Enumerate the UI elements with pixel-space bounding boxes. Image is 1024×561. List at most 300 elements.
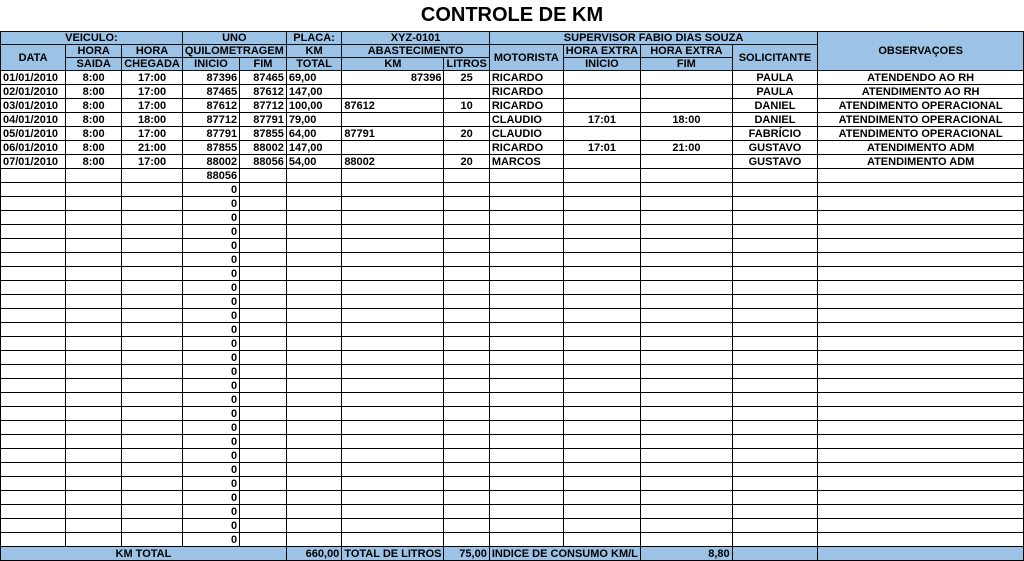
hora-saida-cell[interactable] — [66, 393, 122, 407]
motorista-cell[interactable] — [489, 491, 563, 505]
hora-chegada-cell[interactable] — [122, 477, 183, 491]
data-cell[interactable] — [1, 449, 66, 463]
abast-km-cell[interactable]: 88002 — [342, 155, 444, 169]
hora-saida-cell[interactable] — [66, 477, 122, 491]
hora-extra-fim-cell[interactable] — [641, 295, 733, 309]
km-fim-cell[interactable]: 88002 — [240, 141, 287, 155]
observacao-cell[interactable] — [818, 197, 1024, 211]
abast-km-cell[interactable] — [342, 435, 444, 449]
hora-saida-cell[interactable] — [66, 407, 122, 421]
hora-chegada-cell[interactable] — [122, 533, 183, 547]
observacao-cell[interactable] — [818, 337, 1024, 351]
hora-extra-fim-cell[interactable] — [641, 239, 733, 253]
abast-km-cell[interactable] — [342, 505, 444, 519]
hora-chegada-cell[interactable] — [122, 463, 183, 477]
hora-saida-cell[interactable]: 8:00 — [66, 155, 122, 169]
hora-extra-fim-cell[interactable] — [641, 379, 733, 393]
motorista-cell[interactable]: RICARDO — [489, 141, 563, 155]
hora-saida-cell[interactable] — [66, 351, 122, 365]
solicitante-cell[interactable] — [732, 309, 818, 323]
hora-extra-fim-cell[interactable] — [641, 309, 733, 323]
hora-chegada-cell[interactable] — [122, 253, 183, 267]
km-total-cell[interactable] — [286, 281, 341, 295]
km-total-cell[interactable] — [286, 463, 341, 477]
data-cell[interactable] — [1, 281, 66, 295]
observacao-cell[interactable]: ATENDIMENTO OPERACIONAL — [818, 113, 1024, 127]
observacao-cell[interactable]: ATENDIMENTO ADM — [818, 155, 1024, 169]
solicitante-cell[interactable] — [732, 323, 818, 337]
observacao-cell[interactable] — [818, 183, 1024, 197]
data-cell[interactable] — [1, 533, 66, 547]
hora-chegada-cell[interactable] — [122, 183, 183, 197]
solicitante-cell[interactable] — [732, 379, 818, 393]
abast-km-cell[interactable] — [342, 141, 444, 155]
hora-saida-cell[interactable] — [66, 519, 122, 533]
data-cell[interactable] — [1, 393, 66, 407]
motorista-cell[interactable] — [489, 295, 563, 309]
hora-saida-cell[interactable]: 8:00 — [66, 113, 122, 127]
data-cell[interactable] — [1, 253, 66, 267]
solicitante-cell[interactable] — [732, 183, 818, 197]
observacao-cell[interactable]: ATENDIMENTO OPERACIONAL — [818, 127, 1024, 141]
abast-km-cell[interactable] — [342, 519, 444, 533]
km-total-cell[interactable] — [286, 491, 341, 505]
data-cell[interactable] — [1, 197, 66, 211]
motorista-cell[interactable] — [489, 421, 563, 435]
abast-km-cell[interactable] — [342, 113, 444, 127]
hora-extra-fim-cell[interactable] — [641, 407, 733, 421]
hora-saida-cell[interactable] — [66, 463, 122, 477]
hora-saida-cell[interactable] — [66, 309, 122, 323]
litros-cell[interactable] — [444, 141, 489, 155]
km-fim-cell[interactable]: 88056 — [240, 155, 287, 169]
hora-extra-inicio-cell[interactable] — [563, 169, 640, 183]
km-fim-cell[interactable] — [240, 407, 287, 421]
litros-cell[interactable] — [444, 491, 489, 505]
litros-cell[interactable] — [444, 309, 489, 323]
hora-extra-fim-cell[interactable] — [641, 421, 733, 435]
km-inicio-cell[interactable]: 0 — [182, 421, 239, 435]
hora-chegada-cell[interactable]: 17:00 — [122, 85, 183, 99]
abast-km-cell[interactable] — [342, 309, 444, 323]
abast-km-cell[interactable] — [342, 281, 444, 295]
observacao-cell[interactable]: ATENDENDO AO RH — [818, 71, 1024, 85]
data-cell[interactable] — [1, 225, 66, 239]
hora-extra-fim-cell[interactable] — [641, 365, 733, 379]
km-inicio-cell[interactable]: 0 — [182, 267, 239, 281]
abast-km-cell[interactable] — [342, 463, 444, 477]
solicitante-cell[interactable] — [732, 407, 818, 421]
km-fim-cell[interactable] — [240, 533, 287, 547]
hora-extra-inicio-cell[interactable] — [563, 253, 640, 267]
km-inicio-cell[interactable]: 0 — [182, 211, 239, 225]
hora-saida-cell[interactable] — [66, 491, 122, 505]
litros-cell[interactable] — [444, 421, 489, 435]
hora-chegada-cell[interactable] — [122, 225, 183, 239]
km-inicio-cell[interactable]: 0 — [182, 253, 239, 267]
km-fim-cell[interactable] — [240, 169, 287, 183]
abast-km-cell[interactable] — [342, 421, 444, 435]
km-fim-cell[interactable] — [240, 309, 287, 323]
litros-cell[interactable] — [444, 477, 489, 491]
km-inicio-cell[interactable]: 0 — [182, 309, 239, 323]
motorista-cell[interactable] — [489, 519, 563, 533]
km-total-cell[interactable] — [286, 365, 341, 379]
hora-chegada-cell[interactable] — [122, 407, 183, 421]
observacao-cell[interactable] — [818, 519, 1024, 533]
data-cell[interactable]: 02/01/2010 — [1, 85, 66, 99]
observacao-cell[interactable]: ATENDIMENTO OPERACIONAL — [818, 99, 1024, 113]
km-inicio-cell[interactable]: 0 — [182, 435, 239, 449]
hora-saida-cell[interactable]: 8:00 — [66, 141, 122, 155]
km-total-cell[interactable]: 147,00 — [286, 85, 341, 99]
km-total-cell[interactable] — [286, 351, 341, 365]
km-total-cell[interactable] — [286, 393, 341, 407]
solicitante-cell[interactable] — [732, 505, 818, 519]
hora-extra-fim-cell[interactable] — [641, 169, 733, 183]
hora-saida-cell[interactable] — [66, 449, 122, 463]
observacao-cell[interactable] — [818, 407, 1024, 421]
hora-extra-inicio-cell[interactable] — [563, 197, 640, 211]
data-cell[interactable] — [1, 295, 66, 309]
litros-cell[interactable]: 20 — [444, 127, 489, 141]
km-fim-cell[interactable] — [240, 393, 287, 407]
km-fim-cell[interactable] — [240, 225, 287, 239]
data-cell[interactable] — [1, 351, 66, 365]
hora-extra-fim-cell[interactable] — [641, 337, 733, 351]
hora-saida-cell[interactable] — [66, 533, 122, 547]
km-fim-cell[interactable] — [240, 239, 287, 253]
hora-extra-fim-cell[interactable] — [641, 211, 733, 225]
km-inicio-cell[interactable]: 0 — [182, 519, 239, 533]
abast-km-cell[interactable] — [342, 393, 444, 407]
motorista-cell[interactable] — [489, 379, 563, 393]
hora-extra-inicio-cell[interactable] — [563, 211, 640, 225]
data-cell[interactable] — [1, 477, 66, 491]
km-fim-cell[interactable] — [240, 379, 287, 393]
hora-extra-fim-cell[interactable] — [641, 71, 733, 85]
km-total-cell[interactable] — [286, 505, 341, 519]
hora-extra-fim-cell[interactable] — [641, 491, 733, 505]
km-inicio-cell[interactable]: 0 — [182, 505, 239, 519]
hora-extra-fim-cell[interactable] — [641, 477, 733, 491]
km-inicio-cell[interactable]: 0 — [182, 239, 239, 253]
litros-cell[interactable] — [444, 337, 489, 351]
observacao-cell[interactable] — [818, 253, 1024, 267]
motorista-cell[interactable] — [489, 197, 563, 211]
hora-extra-inicio-cell[interactable] — [563, 393, 640, 407]
km-total-cell[interactable] — [286, 239, 341, 253]
solicitante-cell[interactable] — [732, 365, 818, 379]
hora-saida-cell[interactable] — [66, 225, 122, 239]
hora-chegada-cell[interactable]: 17:00 — [122, 127, 183, 141]
hora-chegada-cell[interactable] — [122, 435, 183, 449]
data-cell[interactable] — [1, 407, 66, 421]
hora-chegada-cell[interactable] — [122, 309, 183, 323]
litros-cell[interactable] — [444, 505, 489, 519]
litros-cell[interactable] — [444, 225, 489, 239]
hora-extra-fim-cell[interactable] — [641, 323, 733, 337]
litros-cell[interactable] — [444, 449, 489, 463]
km-inicio-cell[interactable]: 87612 — [182, 99, 239, 113]
litros-cell[interactable]: 10 — [444, 99, 489, 113]
hora-extra-inicio-cell[interactable] — [563, 505, 640, 519]
km-fim-cell[interactable] — [240, 337, 287, 351]
hora-chegada-cell[interactable] — [122, 505, 183, 519]
litros-cell[interactable] — [444, 295, 489, 309]
hora-chegada-cell[interactable] — [122, 211, 183, 225]
data-cell[interactable] — [1, 239, 66, 253]
hora-saida-cell[interactable] — [66, 365, 122, 379]
hora-extra-inicio-cell[interactable] — [563, 435, 640, 449]
solicitante-cell[interactable]: FABRÍCIO — [732, 127, 818, 141]
solicitante-cell[interactable]: DANIEL — [732, 113, 818, 127]
observacao-cell[interactable] — [818, 435, 1024, 449]
placa-value[interactable]: XYZ-0101 — [342, 32, 490, 45]
abast-km-cell[interactable] — [342, 449, 444, 463]
hora-extra-inicio-cell[interactable] — [563, 127, 640, 141]
litros-cell[interactable] — [444, 267, 489, 281]
km-total-cell[interactable] — [286, 323, 341, 337]
hora-chegada-cell[interactable]: 17:00 — [122, 155, 183, 169]
km-total-cell[interactable] — [286, 197, 341, 211]
km-fim-cell[interactable]: 87712 — [240, 99, 287, 113]
hora-chegada-cell[interactable] — [122, 449, 183, 463]
km-inicio-cell[interactable]: 87396 — [182, 71, 239, 85]
abast-km-cell[interactable] — [342, 211, 444, 225]
observacao-cell[interactable] — [818, 239, 1024, 253]
hora-extra-fim-cell[interactable] — [641, 449, 733, 463]
km-fim-cell[interactable]: 87465 — [240, 71, 287, 85]
litros-cell[interactable] — [444, 323, 489, 337]
motorista-cell[interactable] — [489, 183, 563, 197]
solicitante-cell[interactable]: GUSTAVO — [732, 141, 818, 155]
abast-km-cell[interactable] — [342, 533, 444, 547]
km-total-cell[interactable] — [286, 519, 341, 533]
litros-cell[interactable] — [444, 169, 489, 183]
km-fim-cell[interactable] — [240, 365, 287, 379]
km-total-cell[interactable] — [286, 477, 341, 491]
abast-km-cell[interactable] — [342, 337, 444, 351]
hora-extra-inicio-cell[interactable] — [563, 519, 640, 533]
motorista-cell[interactable]: MARCOS — [489, 155, 563, 169]
km-fim-cell[interactable] — [240, 197, 287, 211]
litros-cell[interactable] — [444, 351, 489, 365]
solicitante-cell[interactable] — [732, 491, 818, 505]
hora-chegada-cell[interactable] — [122, 337, 183, 351]
solicitante-cell[interactable] — [732, 337, 818, 351]
litros-cell[interactable] — [444, 533, 489, 547]
hora-extra-inicio-cell[interactable] — [563, 477, 640, 491]
hora-extra-fim-cell[interactable]: 21:00 — [641, 141, 733, 155]
solicitante-cell[interactable] — [732, 281, 818, 295]
solicitante-cell[interactable] — [732, 519, 818, 533]
hora-extra-inicio-cell[interactable] — [563, 309, 640, 323]
litros-cell[interactable] — [444, 85, 489, 99]
km-fim-cell[interactable] — [240, 519, 287, 533]
motorista-cell[interactable] — [489, 533, 563, 547]
km-inicio-cell[interactable]: 0 — [182, 379, 239, 393]
hora-extra-inicio-cell[interactable] — [563, 281, 640, 295]
motorista-cell[interactable]: CLAUDIO — [489, 127, 563, 141]
solicitante-cell[interactable] — [732, 463, 818, 477]
solicitante-cell[interactable]: PAULA — [732, 71, 818, 85]
hora-extra-inicio-cell[interactable] — [563, 323, 640, 337]
data-cell[interactable] — [1, 267, 66, 281]
observacao-cell[interactable] — [818, 379, 1024, 393]
observacao-cell[interactable] — [818, 295, 1024, 309]
km-fim-cell[interactable] — [240, 421, 287, 435]
km-inicio-cell[interactable]: 0 — [182, 393, 239, 407]
hora-saida-cell[interactable] — [66, 435, 122, 449]
observacao-cell[interactable] — [818, 225, 1024, 239]
litros-cell[interactable] — [444, 183, 489, 197]
observacao-cell[interactable] — [818, 211, 1024, 225]
motorista-cell[interactable] — [489, 281, 563, 295]
litros-cell[interactable] — [444, 393, 489, 407]
hora-extra-fim-cell[interactable] — [641, 267, 733, 281]
km-inicio-cell[interactable]: 0 — [182, 365, 239, 379]
hora-extra-inicio-cell[interactable] — [563, 379, 640, 393]
solicitante-cell[interactable] — [732, 393, 818, 407]
solicitante-cell[interactable] — [732, 477, 818, 491]
km-inicio-cell[interactable]: 0 — [182, 351, 239, 365]
km-total-cell[interactable]: 147,00 — [286, 141, 341, 155]
hora-chegada-cell[interactable] — [122, 365, 183, 379]
hora-extra-inicio-cell[interactable] — [563, 267, 640, 281]
km-fim-cell[interactable] — [240, 505, 287, 519]
observacao-cell[interactable]: ATENDIMENTO ADM — [818, 141, 1024, 155]
hora-extra-fim-cell[interactable] — [641, 435, 733, 449]
motorista-cell[interactable] — [489, 169, 563, 183]
litros-cell[interactable] — [444, 113, 489, 127]
solicitante-cell[interactable] — [732, 435, 818, 449]
data-cell[interactable] — [1, 519, 66, 533]
hora-chegada-cell[interactable] — [122, 519, 183, 533]
km-fim-cell[interactable]: 87855 — [240, 127, 287, 141]
km-inicio-cell[interactable]: 0 — [182, 323, 239, 337]
observacao-cell[interactable] — [818, 491, 1024, 505]
km-fim-cell[interactable] — [240, 435, 287, 449]
data-cell[interactable]: 05/01/2010 — [1, 127, 66, 141]
motorista-cell[interactable] — [489, 323, 563, 337]
hora-extra-fim-cell[interactable] — [641, 253, 733, 267]
km-inicio-cell[interactable]: 87712 — [182, 113, 239, 127]
hora-chegada-cell[interactable] — [122, 281, 183, 295]
data-cell[interactable] — [1, 183, 66, 197]
km-total-cell[interactable] — [286, 533, 341, 547]
litros-cell[interactable] — [444, 365, 489, 379]
observacao-cell[interactable] — [818, 463, 1024, 477]
km-total-cell[interactable]: 100,00 — [286, 99, 341, 113]
hora-extra-fim-cell[interactable] — [641, 505, 733, 519]
hora-extra-fim-cell[interactable] — [641, 225, 733, 239]
data-cell[interactable]: 03/01/2010 — [1, 99, 66, 113]
km-inicio-cell[interactable]: 0 — [182, 295, 239, 309]
abast-km-cell[interactable] — [342, 351, 444, 365]
solicitante-cell[interactable] — [732, 267, 818, 281]
km-fim-cell[interactable] — [240, 477, 287, 491]
hora-saida-cell[interactable] — [66, 267, 122, 281]
km-inicio-cell[interactable]: 0 — [182, 533, 239, 547]
data-cell[interactable] — [1, 463, 66, 477]
hora-saida-cell[interactable] — [66, 253, 122, 267]
litros-cell[interactable]: 20 — [444, 155, 489, 169]
km-fim-cell[interactable] — [240, 491, 287, 505]
data-cell[interactable] — [1, 337, 66, 351]
observacao-cell[interactable] — [818, 267, 1024, 281]
data-cell[interactable]: 01/01/2010 — [1, 71, 66, 85]
hora-saida-cell[interactable] — [66, 281, 122, 295]
hora-chegada-cell[interactable] — [122, 491, 183, 505]
abast-km-cell[interactable] — [342, 267, 444, 281]
motorista-cell[interactable] — [489, 253, 563, 267]
hora-extra-fim-cell[interactable] — [641, 281, 733, 295]
hora-extra-inicio-cell[interactable] — [563, 421, 640, 435]
abast-km-cell[interactable] — [342, 379, 444, 393]
motorista-cell[interactable]: RICARDO — [489, 71, 563, 85]
data-cell[interactable] — [1, 379, 66, 393]
hora-extra-inicio-cell[interactable] — [563, 491, 640, 505]
km-total-cell[interactable]: 54,00 — [286, 155, 341, 169]
hora-extra-fim-cell[interactable] — [641, 393, 733, 407]
hora-chegada-cell[interactable] — [122, 239, 183, 253]
hora-extra-inicio-cell[interactable] — [563, 295, 640, 309]
data-cell[interactable] — [1, 323, 66, 337]
observacao-cell[interactable] — [818, 309, 1024, 323]
solicitante-cell[interactable]: DANIEL — [732, 99, 818, 113]
hora-extra-fim-cell[interactable] — [641, 533, 733, 547]
abast-km-cell[interactable] — [342, 197, 444, 211]
km-fim-cell[interactable]: 87791 — [240, 113, 287, 127]
motorista-cell[interactable] — [489, 463, 563, 477]
km-fim-cell[interactable] — [240, 281, 287, 295]
km-total-cell[interactable] — [286, 267, 341, 281]
abast-km-cell[interactable] — [342, 183, 444, 197]
abast-km-cell[interactable] — [342, 225, 444, 239]
abast-km-cell[interactable] — [342, 407, 444, 421]
solicitante-cell[interactable] — [732, 197, 818, 211]
km-inicio-cell[interactable]: 88002 — [182, 155, 239, 169]
observacao-cell[interactable] — [818, 323, 1024, 337]
km-total-cell[interactable]: 79,00 — [286, 113, 341, 127]
litros-cell[interactable] — [444, 435, 489, 449]
hora-chegada-cell[interactable] — [122, 169, 183, 183]
km-total-cell[interactable]: 64,00 — [286, 127, 341, 141]
hora-saida-cell[interactable] — [66, 337, 122, 351]
observacao-cell[interactable] — [818, 533, 1024, 547]
km-fim-cell[interactable] — [240, 295, 287, 309]
motorista-cell[interactable]: CLAUDIO — [489, 113, 563, 127]
litros-cell[interactable] — [444, 379, 489, 393]
hora-chegada-cell[interactable]: 17:00 — [122, 71, 183, 85]
hora-extra-inicio-cell[interactable] — [563, 85, 640, 99]
abast-km-cell[interactable] — [342, 253, 444, 267]
litros-cell[interactable]: 25 — [444, 71, 489, 85]
litros-cell[interactable] — [444, 407, 489, 421]
hora-extra-inicio-cell[interactable] — [563, 239, 640, 253]
solicitante-cell[interactable] — [732, 169, 818, 183]
km-total-cell[interactable] — [286, 225, 341, 239]
solicitante-cell[interactable] — [732, 253, 818, 267]
observacao-cell[interactable] — [818, 421, 1024, 435]
hora-extra-inicio-cell[interactable] — [563, 533, 640, 547]
data-cell[interactable] — [1, 169, 66, 183]
hora-chegada-cell[interactable] — [122, 393, 183, 407]
hora-extra-fim-cell[interactable] — [641, 155, 733, 169]
hora-chegada-cell[interactable] — [122, 351, 183, 365]
solicitante-cell[interactable]: GUSTAVO — [732, 155, 818, 169]
